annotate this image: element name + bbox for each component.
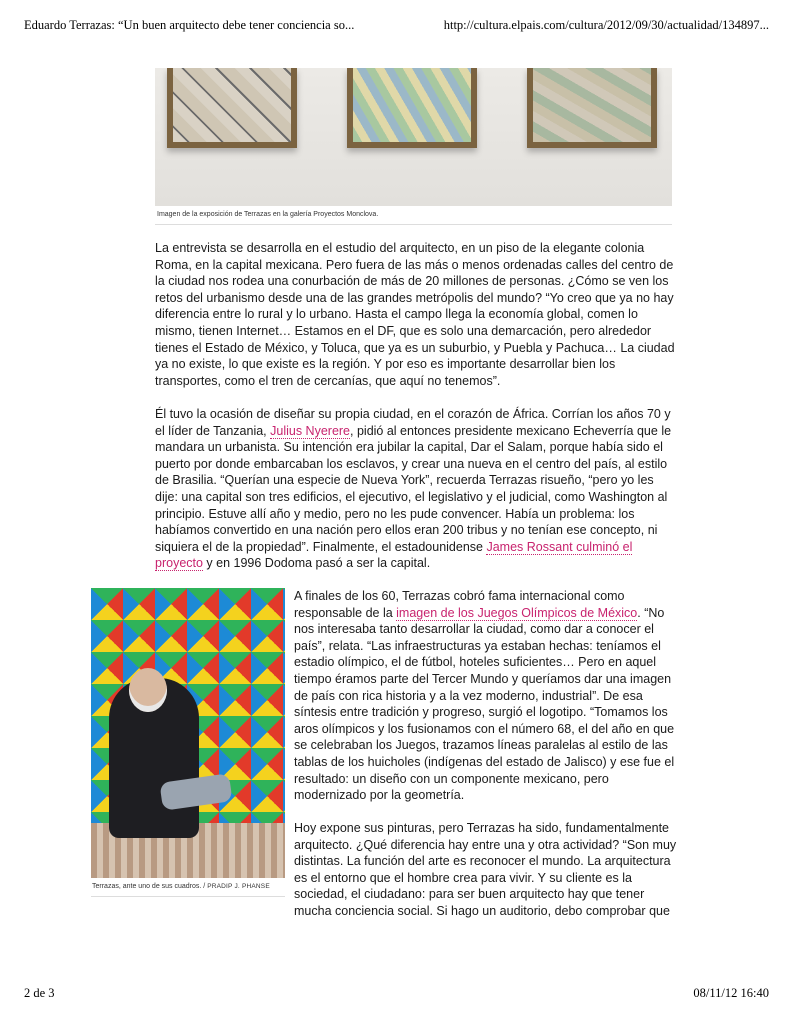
- painting-frame: [527, 68, 657, 148]
- article-paragraph: [294, 588, 677, 804]
- print-datetime: 08/11/12 16:40: [693, 986, 769, 1000]
- link-julius-nyerere[interactable]: Julius Nyerere: [270, 423, 351, 438]
- text-run: . “No nos interesaba tanto desarrollar la ciudad, como dar a conocer el país”, relata. “Las infraestructuras ya estaban hechas: teníamos el estadio olímpico, el de fútbol, hoteles suficientes… Pero en aquel tiempo éramos parte del Tercer Mundo y queríamos dar una imagen de país con rica historia y a la vez moderno, industrial”. De esa síntesis entre tradición y progreso, surgió el logotipo. “Tomamos los aros olímpicos y los fusionamos con el número 68, el del año en que se celebraban los Juegos, trazamos líneas paralelas al estilo de las tablas de los huicholes (indígenas del estado de Jalisco) y ese fue el resultado: un diseño con un componente mexicano, pero modernizado por la geometría.: [294, 605, 675, 803]
- text-run: Él tuvo la ocasión de diseñar su propia ciudad, en el corazón de África. Corrían los años 70 y el líder de Tanzania,: [155, 407, 671, 438]
- painting-frame: [347, 68, 477, 148]
- page-number: 2 de 3: [24, 986, 55, 1000]
- print-footer: [24, 986, 769, 1001]
- portrait-photo: [91, 588, 285, 878]
- photo-credit: PRADIP J. PHANSE: [207, 883, 270, 890]
- link-juegos-olimpicos[interactable]: imagen de los Juegos Olímpicos de México: [396, 605, 638, 620]
- link-james-rossant[interactable]: James Rossant culminó el proyecto: [155, 539, 633, 571]
- caption-divider: [91, 896, 285, 897]
- page-url: http://cultura.elpais.com/cultura/2012/09/30/actualidad/134897...: [443, 18, 769, 32]
- photo-head: [129, 668, 167, 712]
- text-run: , pidió al entonces presidente mexicano Echeverría que le mandara un urbanista. Su intención era jubilar la capital, Dar el Salam, porque había sido el puerto por donde embarcaban los esclavos, y crear una nueva en el centro del país, al estilo de Brasilia. “Querían una especie de Nueva York”, recuerda Terrazas risueño, “pero yo les dije: una capital son tres edificios, el ejecutivo, el legislativo y el judicial, como Washington al principio. Estuve allí año y medio, pero no les pude convencer. Había un problema: los habíamos convertido en una nación pero ellos eran 200 tribus y no tenían ese concepto, ni siquiera el de la propiedad”. Finalmente, el estadounidense: [155, 423, 672, 554]
- portrait-caption: [92, 883, 270, 890]
- text-run: A finales de los 60, Terrazas cobró fama internacional como responsable de la: [294, 589, 625, 620]
- text-run: y en 1996 Dodoma pasó a ser la capital.: [202, 556, 431, 571]
- painting-frame: [167, 68, 297, 148]
- exhibition-photo: [155, 68, 672, 206]
- page-title: Eduardo Terrazas: “Un buen arquitecto debe tener conciencia so...: [24, 18, 355, 32]
- caption-text: Terrazas, ante uno de sus cuadros. /: [92, 883, 206, 890]
- article-paragraph: La entrevista se desarrolla en el estudio del arquitecto, en un piso de la elegante colonia Roma, en la capital mexicana. Pero fuera de las más o menos ordenadas calles del centro de la ciudad nos rodea una conurbación de más de 20 millones de personas. ¿Cómo se ven los retos del urbanismo desde una de las grandes metrópolis del mundo? “Yo creo que ya no hay diferencia entre lo rural y lo urbano. Hasta el campo llega la economía global, comen lo mismo, tienen Internet… Estamos en el DF, que es solo una demarcación, pero alrededor tienes el Estado de México, y Toluca, que ya es un suburbio, y Puebla y Pachuca… La ciudad ya no existe, lo que existe es la región. Y por eso es importante desarrollar bien los transportes, como el tren de cercanías, que aquí no tenemos”.: [155, 241, 675, 388]
- print-header: [24, 18, 769, 33]
- caption-divider: [155, 224, 672, 225]
- article-paragraph: Hoy expone sus pinturas, pero Terrazas ha sido, fundamentalmente arquitecto. ¿Qué diferencia hay entre una y otra actividad? “Son muy distintas. La función del arte es reconocer el mundo. La arquitectura es el entorno que el hombre crea para vivir. Y su cliente es la sociedad, el ciudadano: para ser buen arquitecto hay que tener mucha conciencia social. Si hago un auditorio, debo comprobar que: [294, 821, 677, 918]
- photo-caption: Imagen de la exposición de Terrazas en la galería Proyectos Monclova.: [157, 211, 379, 218]
- article-paragraph: [155, 406, 675, 572]
